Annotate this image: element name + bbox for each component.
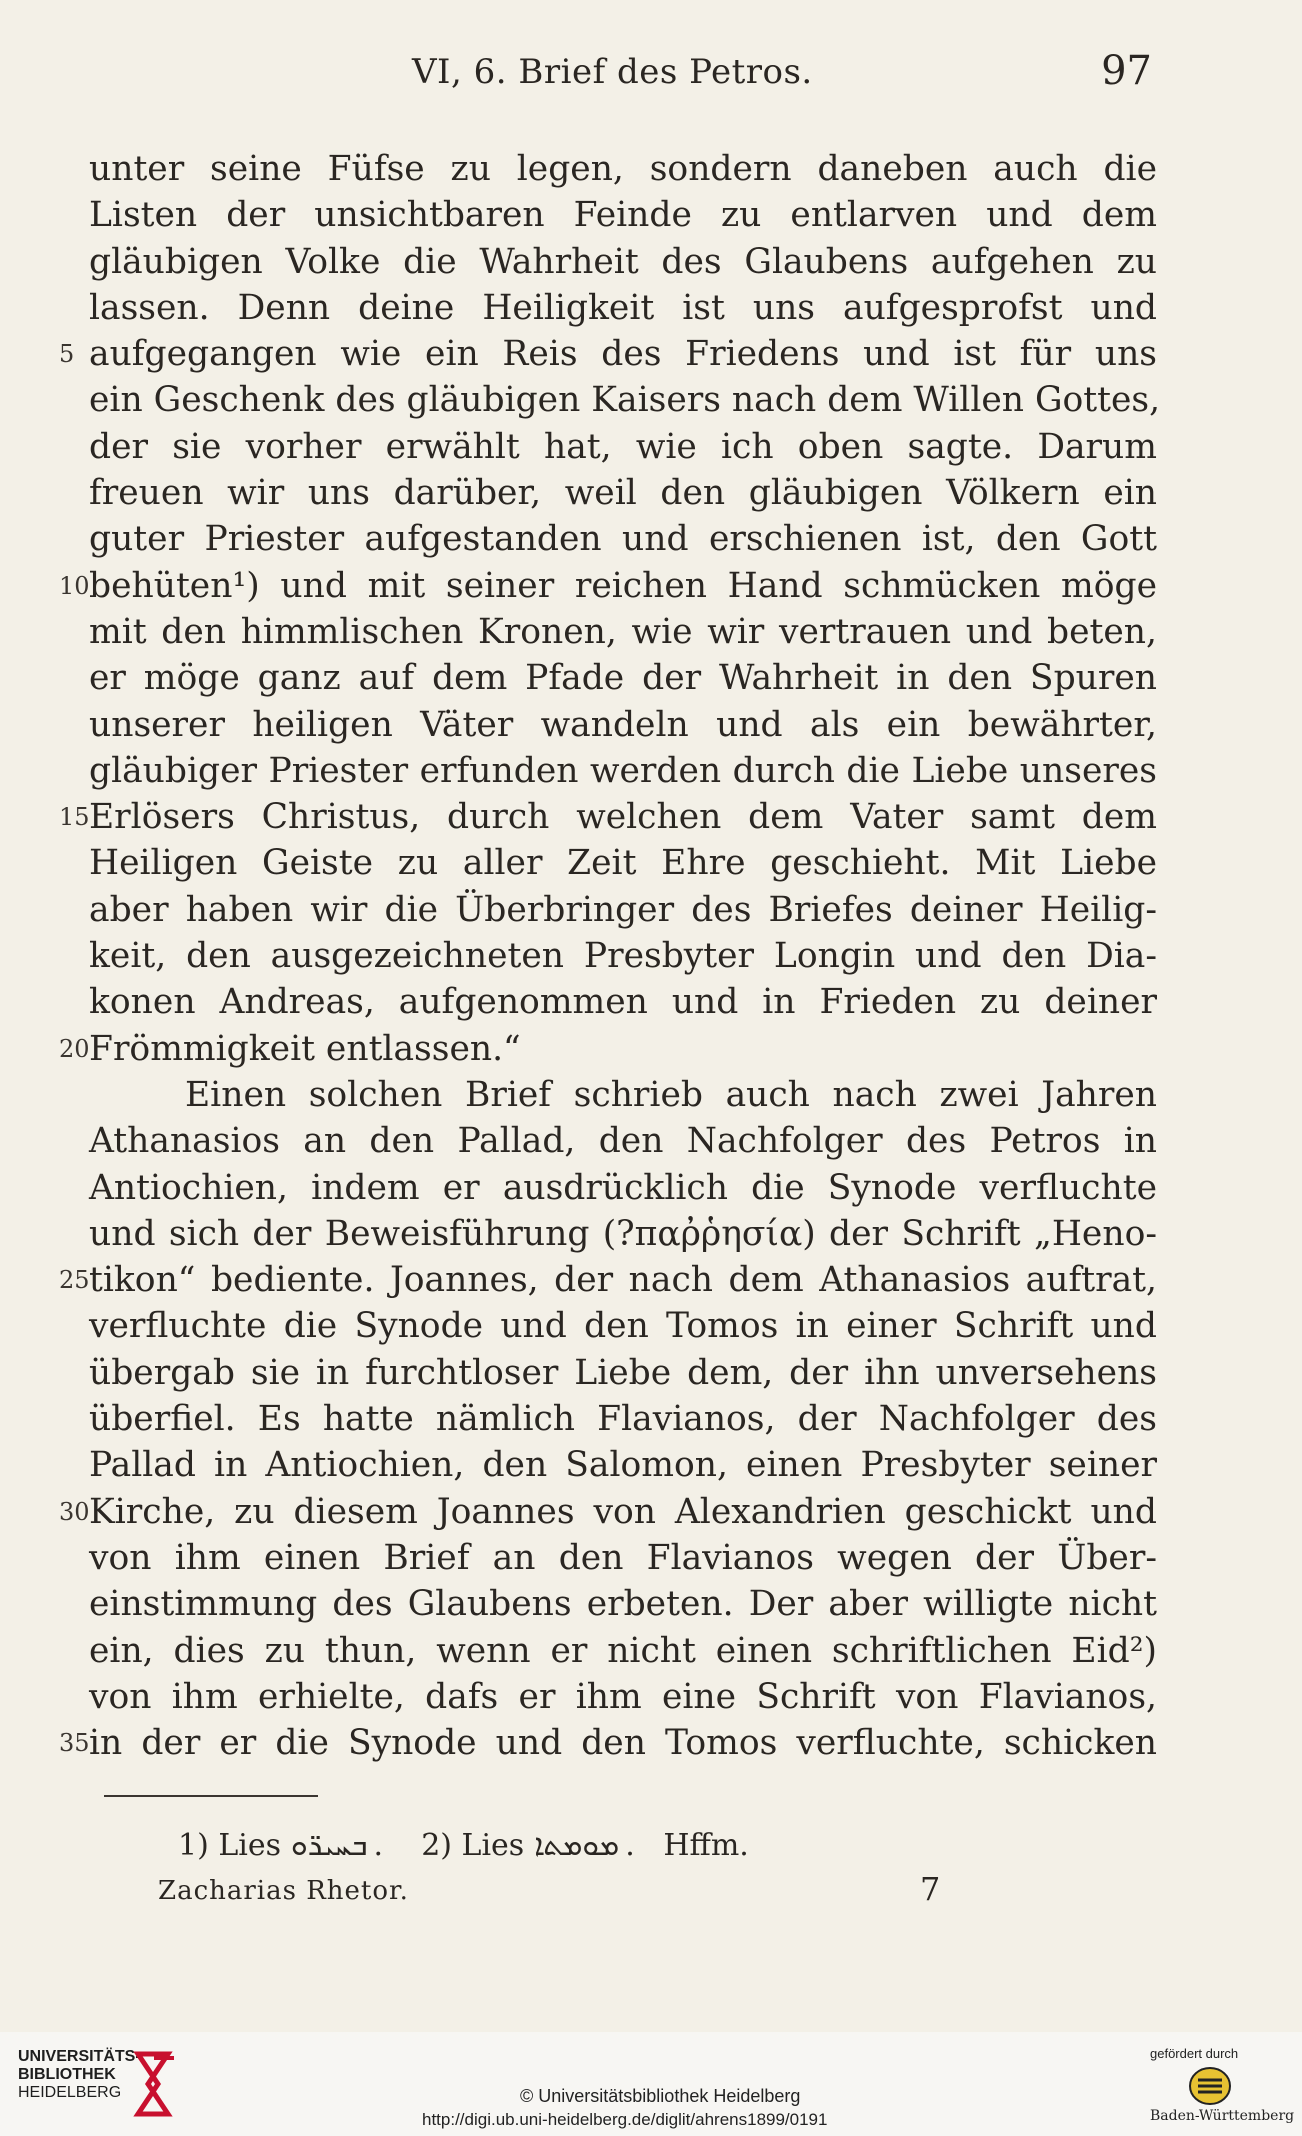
text-line [89,1303,1157,1349]
line-text: übergab sie in furchtloser Liebe dem, der ihn unversehens [89,1352,1157,1393]
line-text: der sie vorher erwählt hat, wie ich oben sagte. Darum [89,426,1157,467]
text-line [59,1720,1157,1766]
funder-name: Baden-Württemberg [1150,2108,1295,2124]
text-line [89,516,1157,562]
line-text: Pallad in Antiochien, den Salomon, einen Presbyter seiner [89,1445,1157,1486]
text-line [89,748,1157,794]
footnote-2-label: 2) Lies [421,1828,525,1863]
text-line [59,1489,1157,1535]
library-line-1: UNIVERSITÄTS- [18,2048,141,2065]
text-line [89,1396,1157,1442]
line-number: 5 [59,340,75,369]
source-url[interactable]: http://digi.ub.uni-heidelberg.de/diglit/ahrens1899/0191 [422,2110,828,2129]
line-text: in der er die Synode und den Tomos verfluchte, schicken [89,1723,1157,1764]
signature-line: Zacharias Rhetor. [158,1876,409,1906]
text-line [59,1026,1157,1072]
footnote-1-syriac: ܒܚܝܪ̈ܘ [291,1828,368,1863]
text-line [89,1535,1157,1581]
line-text: Erlösers Christus, durch welchen dem Vater samt dem [89,797,1157,838]
text-line [59,331,1157,377]
running-head: VI, 6. Brief des Petros. [412,52,813,92]
line-text: gläubiger Priester erfunden werden durch die Liebe unseres [89,750,1157,791]
line-number: 15 [59,803,90,832]
text-line [89,1165,1157,1211]
text-line [89,470,1157,516]
text-line [89,1628,1157,1674]
line-text: freuen wir uns darüber, weil den gläubigen Völkern ein [89,473,1157,514]
line-text: ein Geschenk des gläubigen Kaisers nach dem Willen Gottes, [89,380,1161,421]
line-text: von ihm einen Brief an den Flavianos wegen der Über- [89,1537,1157,1578]
footnote-2-suffix: Hffm. [663,1828,749,1863]
line-text: überfiel. Es hatte nämlich Flavianos, der Nachfolger des [89,1399,1157,1440]
text-line [89,285,1157,331]
line-text: unserer heiligen Väter wandeln und als ein bewährter, [89,704,1157,745]
page-number: 97 [1101,48,1152,94]
line-text: aufgegangen wie ein Reis des Friedens und ist für uns [89,334,1157,375]
text-line [89,1211,1157,1257]
body-text [59,146,1161,1766]
text-line [89,1118,1157,1164]
line-text: von ihm erhielte, dafs er ihm eine Schrift von Flavianos, [89,1676,1157,1717]
line-number: 25 [59,1266,90,1295]
copyright-notice: © Universitätsbibliothek Heidelberg [520,2086,801,2106]
text-line [89,609,1157,655]
line-text: unter seine Füfse zu legen, sondern daneben auch die [89,149,1157,189]
line-text: guter Priester aufgestanden und erschienen ist, den Gott [89,519,1157,560]
line-number: 20 [59,1034,90,1063]
coat-of-arms-icon [1188,2066,1232,2106]
sheet-number: 7 [920,1870,941,1908]
text-line [89,146,1157,192]
text-line [89,933,1157,979]
line-text: behüten¹) und mit seiner reichen Hand schmücken möge [89,565,1157,606]
footnote-1-label: 1) Lies [178,1828,281,1863]
line-text: Athanasios an den Pallad, den Nachfolger des Petros in [89,1121,1157,1162]
text-line [89,377,1161,423]
line-text: einstimmung des Glaubens erbeten. Der aber willigte nicht [89,1584,1157,1625]
text-line [89,655,1157,701]
line-text: Frömmigkeit entlassen.“ [89,1028,521,1069]
line-text: und sich der Beweisführung (?παῤῥησία) der Schrift „Heno- [89,1213,1157,1254]
library-line-2: BIBLIOTHEK [18,2066,116,2083]
text-line [89,192,1157,238]
footnotes: 1) Lies ܒܚܝܪ̈ܘ . 2) Lies ܡܘܡܬܐ . Hffm. [178,1828,749,1863]
line-text: er möge ganz auf dem Pfade der Wahrheit in den Spuren [89,658,1157,699]
funded-by-label: gefördert durch [1150,2046,1239,2061]
line-text: lassen. Denn deine Heiligkeit ist uns aufgesprofst und [89,287,1157,328]
text-line [59,794,1157,840]
line-text: Antiochien, indem er ausdrücklich die Synode verfluchte [89,1167,1157,1208]
library-line-3: HEIDELBERG [18,2084,122,2101]
text-line [89,424,1157,470]
line-number: 10 [59,571,90,600]
line-text: Heiligen Geiste zu aller Zeit Ehre geschieht. Mit Liebe [89,843,1157,884]
line-text: Einen solchen Brief schrieb auch nach zwei Jahren [185,1074,1157,1115]
line-text: mit den himmlischen Kronen, wie wir vertrauen und beten, [89,611,1157,652]
text-line [89,1072,1157,1118]
text-line [89,887,1157,933]
text-line [89,1350,1157,1396]
text-line [89,1581,1157,1627]
line-text: konen Andreas, aufgenommen und in Frieden zu deiner [89,982,1157,1023]
text-line [89,1442,1157,1488]
text-line [89,702,1157,748]
line-text: gläubigen Volke die Wahrheit des Glaubens aufgehen zu [89,241,1157,282]
line-text: ein, dies zu thun, wenn er nicht einen schriftlichen Eid²) [89,1630,1157,1671]
line-number: 30 [59,1497,90,1526]
text-line [89,239,1157,285]
text-line [59,1257,1157,1303]
text-line [89,1674,1157,1720]
line-text: tikon“ bediente. Joannes, der nach dem Athanasios auftrat, [89,1260,1157,1301]
line-text: verfluchte die Synode und den Tomos in einer Schrift und [89,1306,1157,1347]
library-logo-icon [118,2044,288,2124]
line-text: aber haben wir die Überbringer des Briefes deiner Heilig- [89,889,1157,930]
line-text: Listen der unsichtbaren Feinde zu entlarven und dem [89,195,1157,236]
footnote-2-syriac: ܡܘܡܬܐ [534,1828,620,1863]
line-text: keit, den ausgezeichneten Presbyter Longin und den Dia- [89,936,1157,977]
text-line [89,979,1157,1025]
text-line [89,840,1157,886]
line-text: Kirche, zu diesem Joannes von Alexandrien geschickt und [89,1491,1157,1532]
line-number: 35 [59,1729,90,1758]
footnote-rule [104,1795,318,1797]
text-line [59,563,1157,609]
